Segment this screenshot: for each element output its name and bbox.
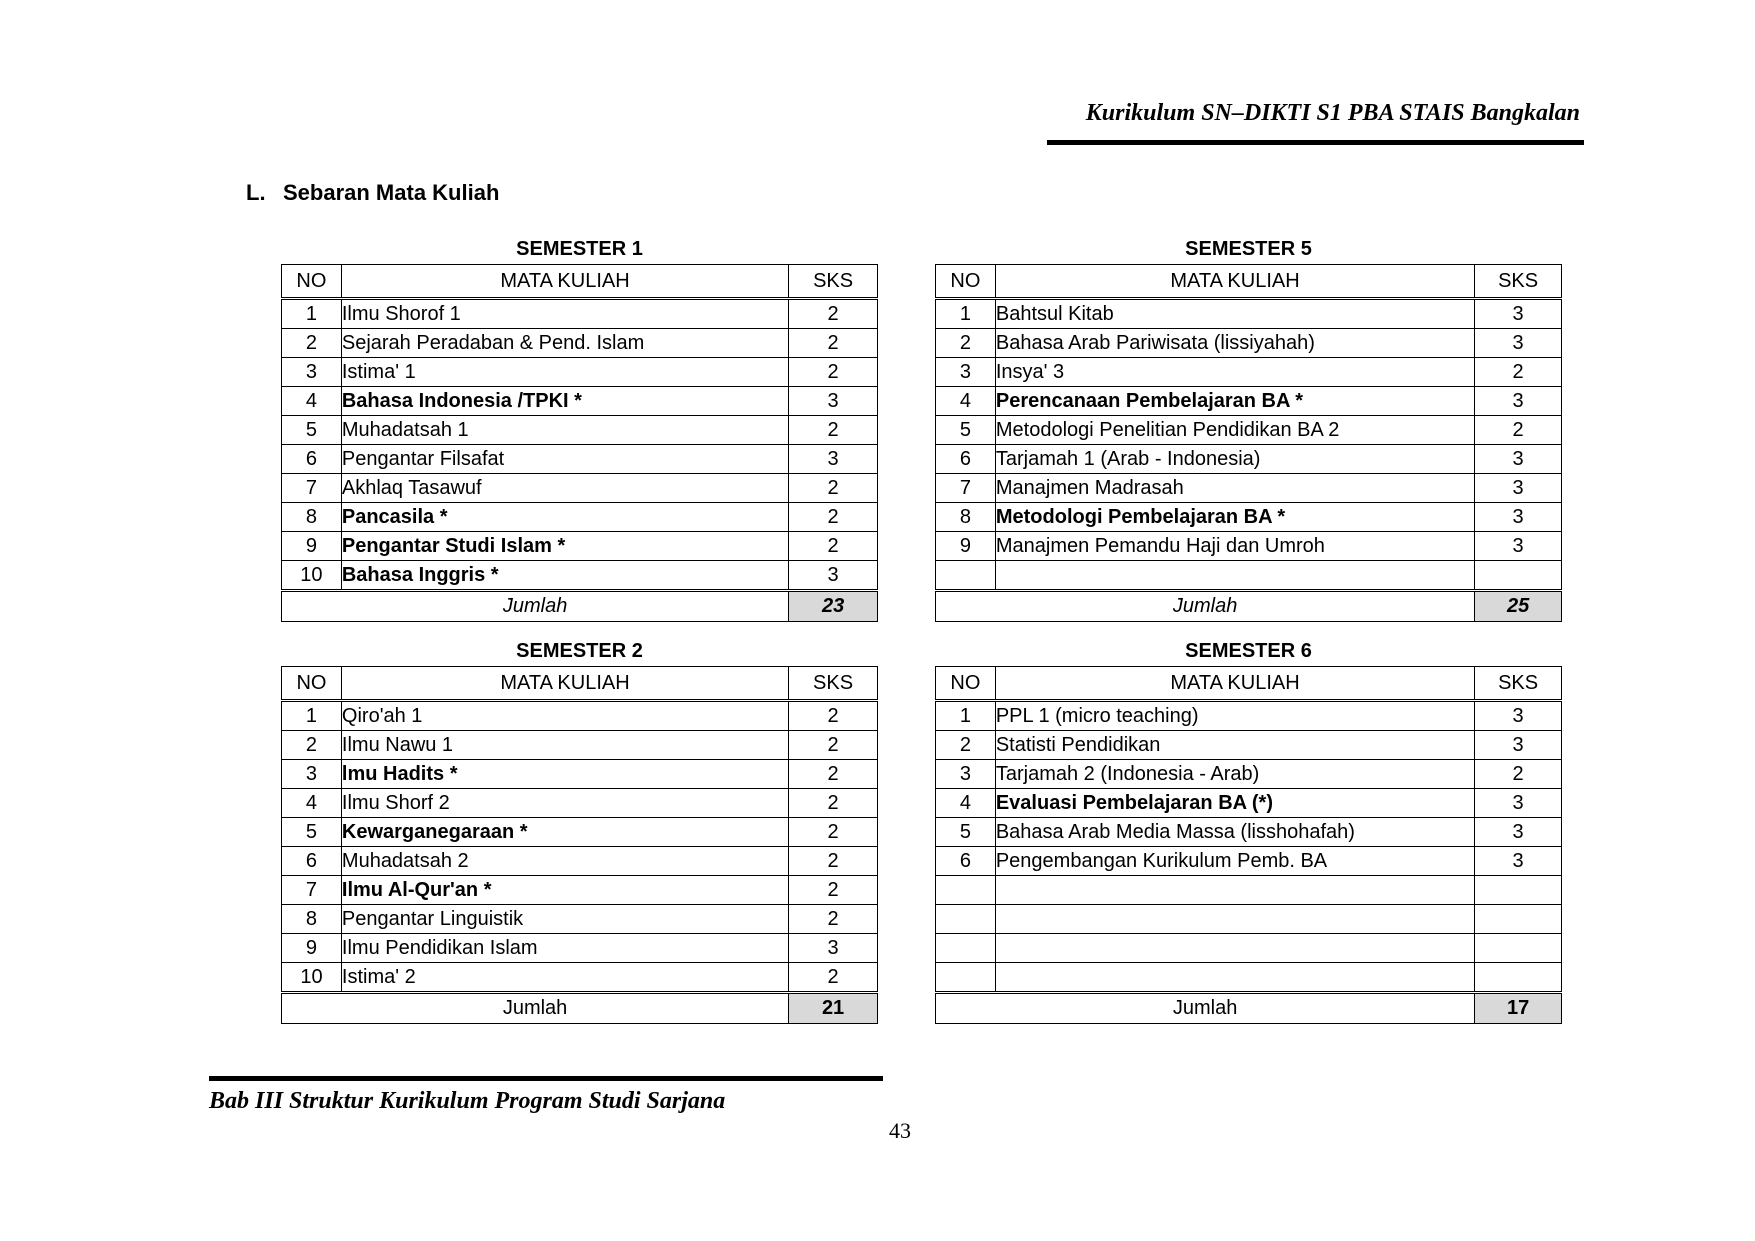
row-number: 1 [936,299,996,329]
semester-block [281,234,878,622]
course-name: Qiro'ah 1 [341,701,788,731]
table-row [936,934,1562,963]
course-sks: 2 [789,760,878,789]
course-sks: 3 [1475,299,1562,329]
row-number: 4 [282,789,342,818]
table-row [936,905,1562,934]
table-header-row [282,265,878,299]
course-name: Akhlaq Tasawuf [341,474,788,503]
course-sks: 3 [1475,329,1562,358]
running-header: Kurikulum SN–DIKTI S1 PBA STAIS Bangkalan [1085,100,1580,126]
row-number: 2 [936,731,996,760]
course-name: Manajmen Pemandu Haji dan Umroh [995,532,1474,561]
total-label: Jumlah [282,993,789,1024]
course-sks [1475,876,1562,905]
row-number: 1 [936,701,996,731]
course-name [995,876,1474,905]
row-number: 3 [936,760,996,789]
table-header-row [282,667,878,701]
row-number: 7 [282,876,342,905]
table-row [282,561,878,591]
semester-title: SEMESTER 5 [1185,238,1312,260]
table-row [282,358,878,387]
course-sks [1475,561,1562,591]
column-header-course: MATA KULIAH [341,265,788,299]
course-sks: 2 [789,847,878,876]
course-sks: 2 [789,731,878,760]
course-sks: 3 [1475,818,1562,847]
course-sks: 2 [789,905,878,934]
course-name: Kewarganegaraan * [341,818,788,847]
course-name: Ilmu Pendidikan Islam [341,934,788,963]
row-number: 5 [936,416,996,445]
table-row [282,934,878,963]
course-table [281,264,878,622]
row-number: 5 [282,416,342,445]
semester-block [281,636,878,1024]
row-number: 8 [282,905,342,934]
course-sks: 2 [789,503,878,532]
course-table [935,666,1562,1024]
table-row [282,445,878,474]
course-sks [1475,963,1562,993]
semester-block [935,636,1562,1024]
course-table [935,264,1562,622]
table-row [282,847,878,876]
semester-title: SEMESTER 1 [516,238,643,260]
course-name: Bahasa Indonesia /TPKI * [341,387,788,416]
row-number: 4 [936,387,996,416]
row-number [936,963,996,993]
row-number: 5 [282,818,342,847]
table-row [936,701,1562,731]
total-row [936,993,1562,1024]
course-sks: 2 [789,474,878,503]
column-header-no: NO [936,667,996,701]
section-letter: L. [246,180,266,205]
table-row [936,818,1562,847]
semester-title: SEMESTER 6 [1185,640,1312,662]
table-row [282,503,878,532]
row-number: 7 [282,474,342,503]
total-row [282,591,878,622]
course-sks: 2 [789,532,878,561]
course-name [995,963,1474,993]
course-name: Bahtsul Kitab [995,299,1474,329]
course-sks: 2 [789,818,878,847]
total-label: Jumlah [282,591,789,622]
total-sks: 25 [1475,591,1562,622]
table-row [936,387,1562,416]
table-row [936,731,1562,760]
course-name: Pengantar Linguistik [341,905,788,934]
table-header-row [936,265,1562,299]
course-name: Pengantar Studi Islam * [341,532,788,561]
table-row [282,701,878,731]
table-row [936,789,1562,818]
column-header-course: MATA KULIAH [341,667,788,701]
course-name: Muhadatsah 2 [341,847,788,876]
table-row [282,416,878,445]
row-number [936,561,996,591]
row-number: 9 [936,532,996,561]
table-row [282,963,878,993]
column-header-course: MATA KULIAH [995,265,1474,299]
column-header-sks: SKS [789,667,878,701]
table-row [936,532,1562,561]
row-number: 5 [936,818,996,847]
row-number: 4 [282,387,342,416]
row-number: 6 [282,445,342,474]
course-sks: 3 [1475,474,1562,503]
course-table [281,666,878,1024]
course-sks: 3 [1475,789,1562,818]
course-sks: 2 [789,789,878,818]
table-row [936,760,1562,789]
course-sks: 3 [1475,445,1562,474]
course-name [995,934,1474,963]
course-name: Istima' 2 [341,963,788,993]
row-number: 6 [936,445,996,474]
course-name: Insya' 3 [995,358,1474,387]
column-header-no: NO [282,667,342,701]
course-sks: 2 [789,416,878,445]
table-row [282,818,878,847]
total-label: Jumlah [936,993,1475,1024]
course-sks: 3 [789,387,878,416]
row-number: 10 [282,561,342,591]
course-sks [1475,934,1562,963]
column-header-no: NO [282,265,342,299]
course-sks: 3 [1475,503,1562,532]
row-number: 10 [282,963,342,993]
semester-title: SEMESTER 2 [516,640,643,662]
course-sks: 3 [1475,847,1562,876]
course-name: Manajmen Madrasah [995,474,1474,503]
course-name: Tarjamah 1 (Arab - Indonesia) [995,445,1474,474]
total-label: Jumlah [936,591,1475,622]
section-heading [246,180,499,206]
course-sks: 3 [1475,387,1562,416]
table-row [282,876,878,905]
table-row [282,532,878,561]
column-header-sks: SKS [1475,667,1562,701]
course-name: Pengembangan Kurikulum Pemb. BA [995,847,1474,876]
course-sks: 3 [789,934,878,963]
table-row [282,731,878,760]
row-number: 1 [282,299,342,329]
table-row [936,358,1562,387]
row-number: 9 [282,934,342,963]
course-name: Evaluasi Pembelajaran BA (*) [995,789,1474,818]
course-sks: 3 [1475,532,1562,561]
course-name: Bahasa Arab Pariwisata (lissiyahah) [995,329,1474,358]
course-name: Pengantar Filsafat [341,445,788,474]
table-row [936,416,1562,445]
row-number [936,876,996,905]
course-name: Ilmu Al-Qur'an * [341,876,788,905]
table-row [936,503,1562,532]
course-name: Perencanaan Pembelajaran BA * [995,387,1474,416]
course-name: Bahasa Inggris * [341,561,788,591]
row-number: 8 [282,503,342,532]
table-row [936,876,1562,905]
course-name: Metodologi Pembelajaran BA * [995,503,1474,532]
course-sks: 3 [1475,701,1562,731]
course-sks: 2 [789,358,878,387]
course-name: Bahasa Arab Media Massa (lisshohafah) [995,818,1474,847]
course-name: Sejarah Peradaban & Pend. Islam [341,329,788,358]
course-name: Ilmu Shorof 1 [341,299,788,329]
row-number: 6 [936,847,996,876]
row-number: 8 [936,503,996,532]
table-row [282,789,878,818]
table-row [936,963,1562,993]
row-number: 4 [936,789,996,818]
total-sks: 17 [1475,993,1562,1024]
row-number: 2 [936,329,996,358]
running-footer: Bab III Struktur Kurikulum Program Studi Sarjana [209,1088,726,1114]
course-name: Pancasila * [341,503,788,532]
course-name: Ilmu Shorf 2 [341,789,788,818]
table-row [936,561,1562,591]
column-header-sks: SKS [1475,265,1562,299]
course-name: Ilmu Nawu 1 [341,731,788,760]
header-rule [1047,140,1584,145]
table-row [282,474,878,503]
column-header-no: NO [936,265,996,299]
table-row [282,387,878,416]
course-sks: 3 [789,445,878,474]
page-number: 43 [889,1118,911,1143]
course-sks: 2 [789,299,878,329]
row-number [936,905,996,934]
course-sks: 2 [789,876,878,905]
total-sks: 23 [789,591,878,622]
row-number: 2 [282,329,342,358]
course-name: Muhadatsah 1 [341,416,788,445]
row-number: 3 [282,760,342,789]
table-row [282,760,878,789]
course-name: Istima' 1 [341,358,788,387]
course-name: PPL 1 (micro teaching) [995,701,1474,731]
footer-rule [209,1076,883,1081]
row-number: 3 [936,358,996,387]
row-number [936,934,996,963]
course-sks: 2 [789,701,878,731]
course-sks: 2 [1475,416,1562,445]
table-row [936,847,1562,876]
course-name [995,561,1474,591]
section-title: Sebaran Mata Kuliah [283,180,500,205]
table-row [936,474,1562,503]
table-row [282,329,878,358]
total-row [936,591,1562,622]
semester-block [935,234,1562,622]
course-name [995,905,1474,934]
course-name: Tarjamah 2 (Indonesia - Arab) [995,760,1474,789]
course-sks: 3 [1475,731,1562,760]
row-number: 6 [282,847,342,876]
column-header-course: MATA KULIAH [995,667,1474,701]
row-number: 3 [282,358,342,387]
table-row [936,445,1562,474]
course-sks: 2 [1475,760,1562,789]
table-row [282,905,878,934]
course-sks: 2 [789,963,878,993]
row-number: 2 [282,731,342,760]
course-name: Metodologi Penelitian Pendidikan BA 2 [995,416,1474,445]
row-number: 7 [936,474,996,503]
course-sks: 3 [789,561,878,591]
table-row [282,299,878,329]
course-sks [1475,905,1562,934]
table-header-row [936,667,1562,701]
course-name: Statisti Pendidikan [995,731,1474,760]
table-row [936,329,1562,358]
total-sks: 21 [789,993,878,1024]
course-sks: 2 [789,329,878,358]
total-row [282,993,878,1024]
row-number: 1 [282,701,342,731]
course-name: lmu Hadits * [341,760,788,789]
column-header-sks: SKS [789,265,878,299]
table-row [936,299,1562,329]
course-sks: 2 [1475,358,1562,387]
row-number: 9 [282,532,342,561]
